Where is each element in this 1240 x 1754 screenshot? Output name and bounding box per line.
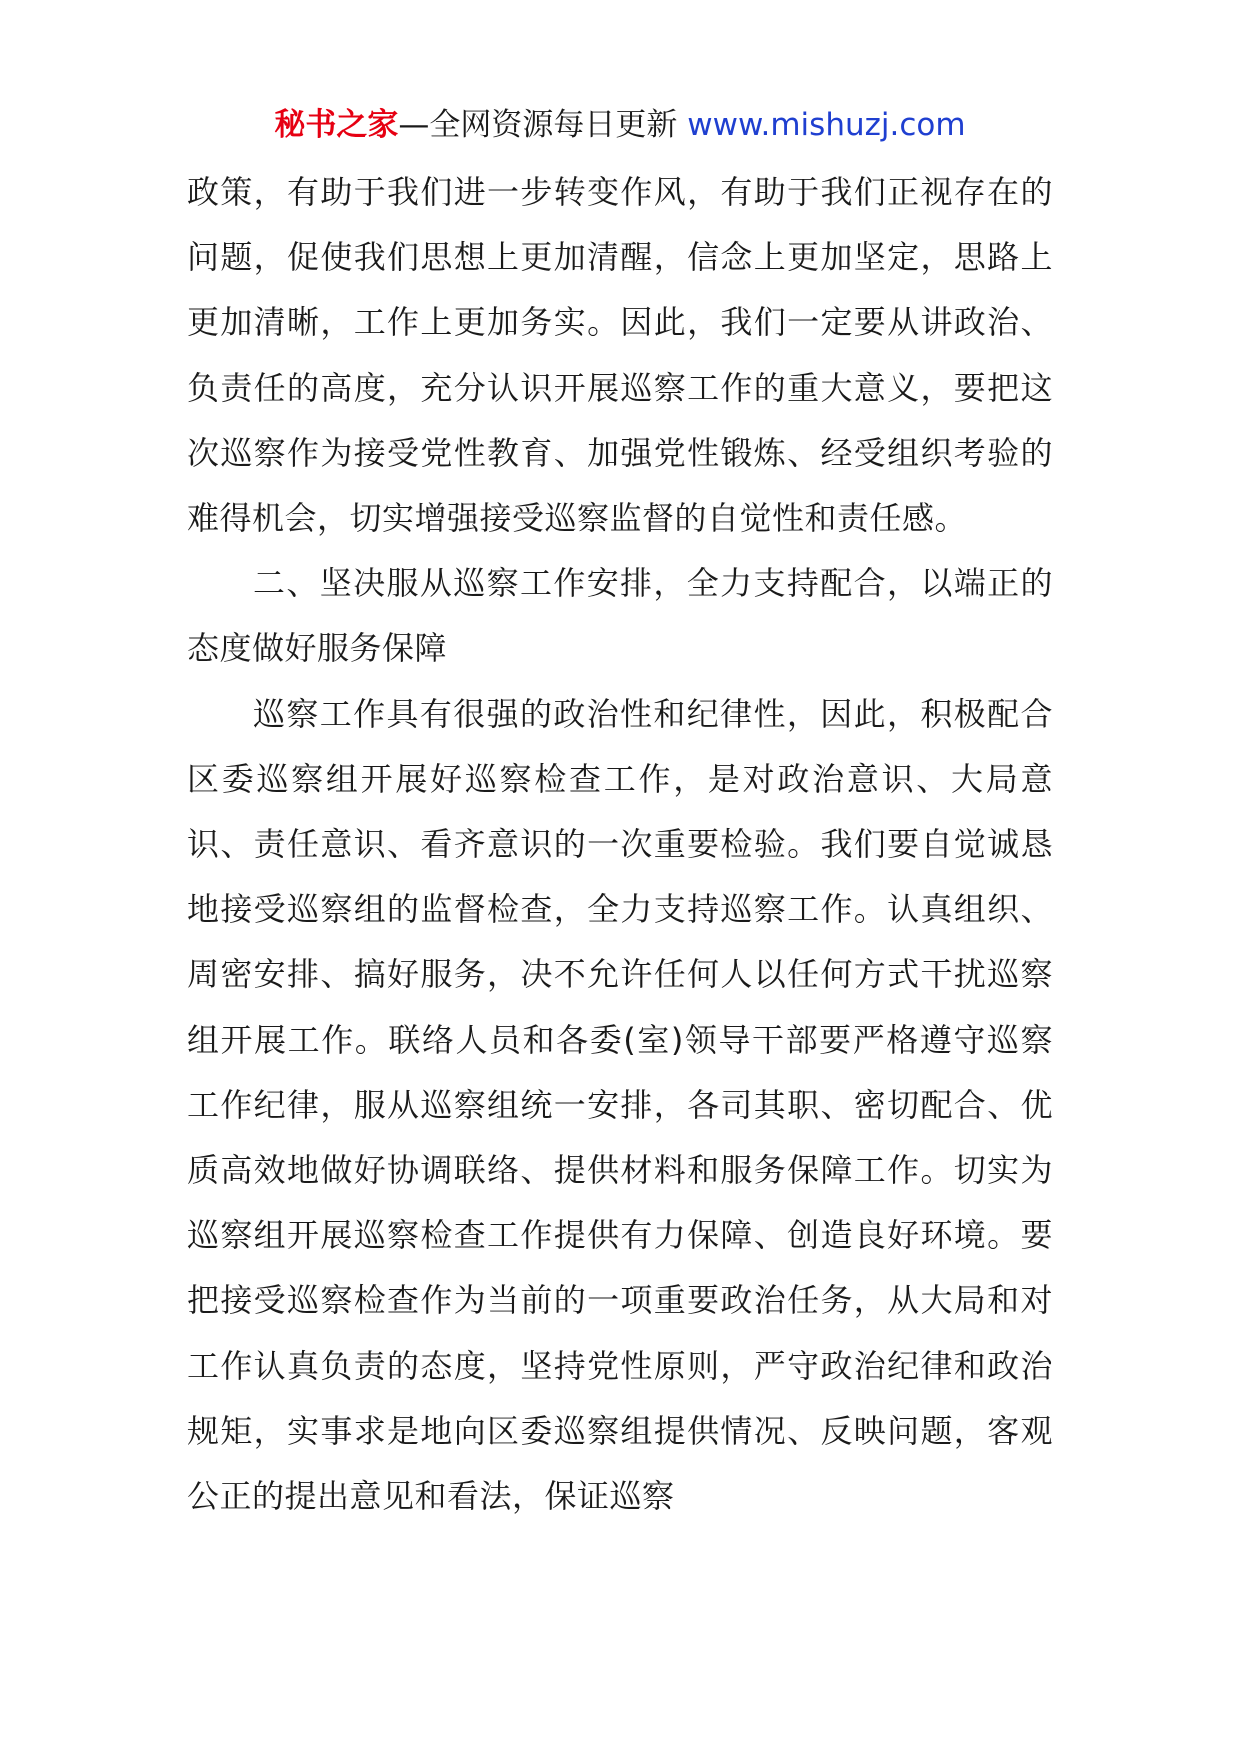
site-url-link[interactable]: www.mishuzj.com	[687, 107, 966, 143]
section-heading-2: 二、坚决服从巡察工作安排，全力支持配合，以端正的态度做好服务保障	[187, 564, 1053, 668]
paragraph-inspection-work: 巡察工作具有很强的政治性和纪律性，因此，积极配合区委巡察组开展好巡察检查工作，是对政治意识、大局意识、责任意识、看齐意识的一次重要检验。我们要自觉诚恳地接受巡察组的监督检查，全力支持巡察工作。认真组织、周密安排、搞好服务，决不允许任何人以任何方式干扰巡察组开展工作。联络人员和各委(室)领导干部要严格遵守巡察工作纪律，服从巡察组统一安排，各司其职、密切配合、优质高效地做好协调联络、提供材料和服务保障工作。切实为巡察组开展巡察检查工作提供有力保障、创造良好环境。要把接受巡察检查作为当前的一项重要政治任务，从大局和对工作认真负责的态度，坚持党性原则，严守政治纪律和政治规矩，实事求是地向区委巡察组提供情况、反映问题，客观公正的提出意见和看法，保证巡察	[187, 694, 1053, 1516]
document-body	[187, 160, 1053, 1529]
site-tagline: —全网资源每日更新	[398, 107, 688, 143]
site-brand-name: 秘书之家	[274, 107, 399, 143]
page-header	[0, 100, 1240, 150]
paragraph-continuation: 政策，有助于我们进一步转变作风，有助于我们正视存在的问题，促使我们思想上更加清醒，信念上更加坚定，思路上更加清晰，工作上更加务实。因此，我们一定要从讲政治、负责任的高度，充分认识开展巡察工作的重大意义，要把这次巡察作为接受党性教育、加强党性锻炼、经受组织考验的难得机会，切实增强接受巡察监督的自觉性和责任感。	[187, 173, 1053, 538]
